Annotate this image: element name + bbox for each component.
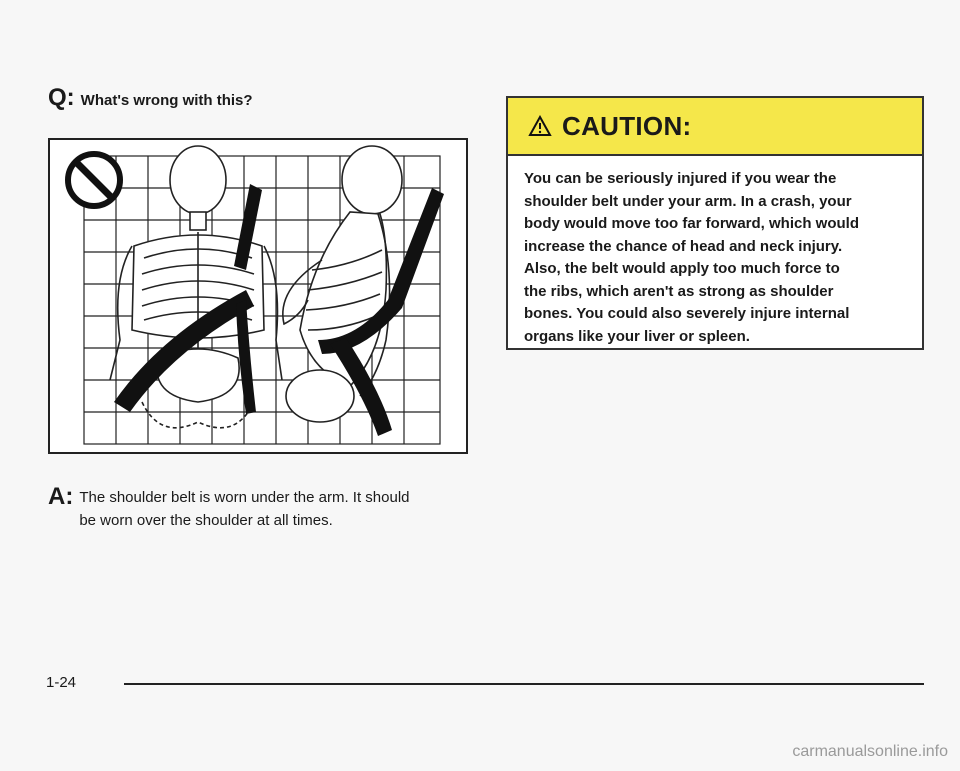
caution-line: organs like your liver or spleen. <box>524 327 750 345</box>
answer-line: be worn over the shoulder at all times. <box>79 512 333 529</box>
caution-header <box>508 98 922 156</box>
footer-divider <box>124 683 924 685</box>
caution-body <box>508 156 922 348</box>
seatbelt-illustration <box>48 138 468 454</box>
answer-block <box>48 484 478 532</box>
warning-triangle-icon <box>528 115 552 137</box>
caution-line: body would move too far forward, which would <box>524 215 860 232</box>
illustration-drawing <box>50 140 466 452</box>
answer-letter: A: <box>48 483 74 510</box>
answer-text <box>48 484 478 532</box>
caution-line: the ribs, which aren't as strong as shoulder <box>524 282 834 300</box>
prohibited-icon <box>68 154 120 206</box>
caution-box <box>506 96 924 350</box>
page-number: 1-24 <box>46 674 77 691</box>
question-letter: Q: <box>48 84 75 111</box>
question-line <box>48 84 253 112</box>
caution-line: shoulder belt under your arm. In a crash, your <box>524 192 852 210</box>
question-text: What's wrong with this? <box>80 92 253 109</box>
answer-line: The shoulder belt is worn under the arm. It should <box>79 489 410 506</box>
site-watermark[interactable]: carmanualsonline.info <box>792 743 948 760</box>
caution-line: bones. You could also severely injure internal <box>524 305 850 322</box>
caution-line: Also, the belt would apply too much force to <box>524 260 840 277</box>
caution-title: CAUTION: <box>562 110 692 141</box>
caution-line: You can be seriously injured if you wear the <box>524 170 837 187</box>
caution-line: increase the chance of head and neck injury. <box>524 237 843 255</box>
